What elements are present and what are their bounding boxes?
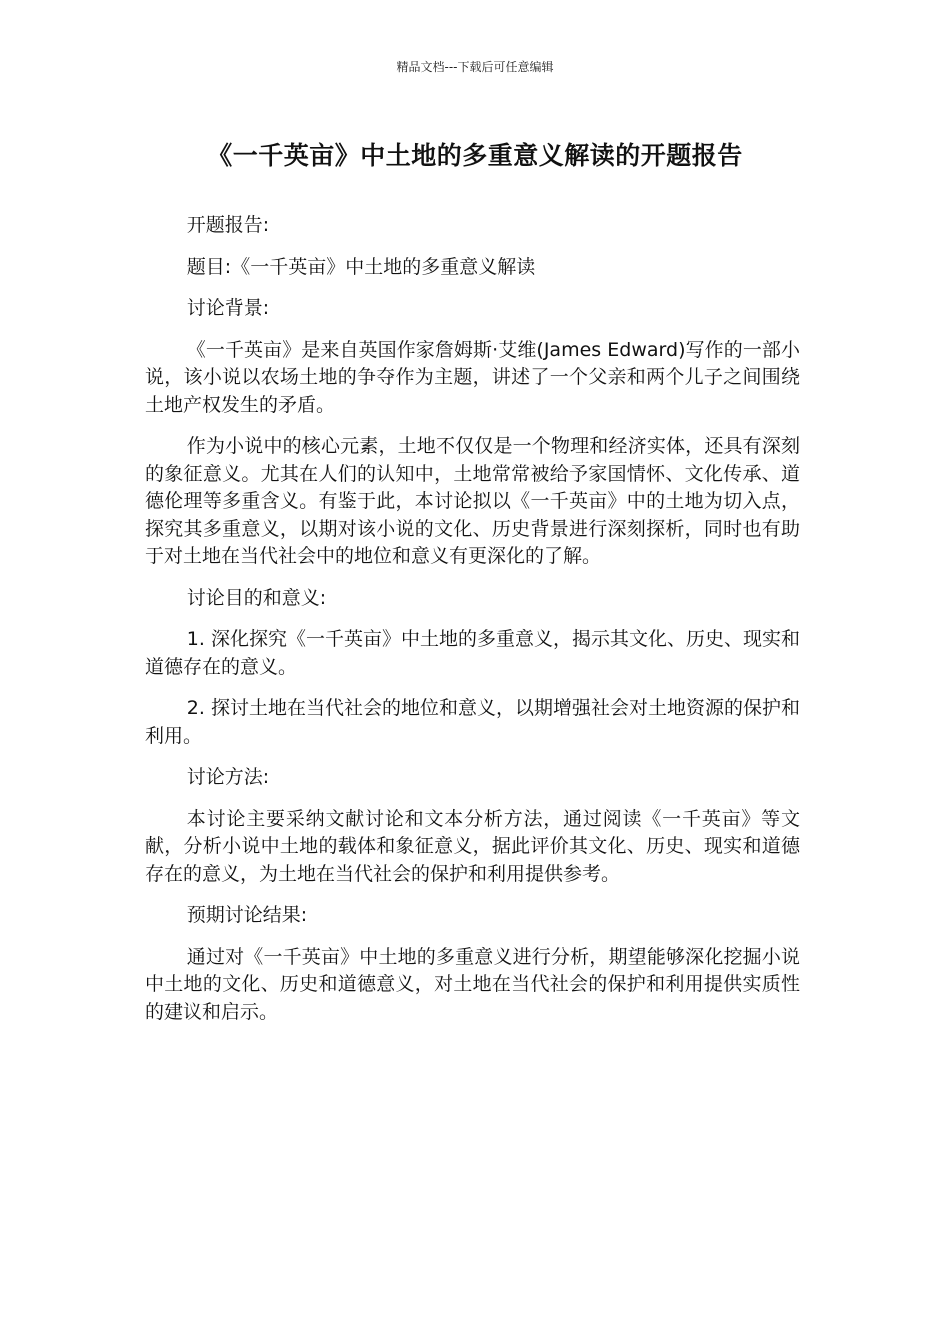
label-topic: 题目:《一千英亩》中土地的多重意义解读	[186, 255, 536, 278]
section-purpose-heading: 讨论目的和意义:	[186, 586, 327, 609]
results-paragraph: 通过对《一千英亩》中土地的多重意义进行分析，期望能够深化挖掘小说中土地的文化、历史和道德意义，对土地在当代社会的保护和利用提供实质性的建议和启示。	[145, 945, 800, 1023]
purpose-item-1: 1. 深化探究《一千英亩》中土地的多重意义，揭示其文化、历史、现实和道德存在的意义。	[145, 628, 800, 678]
label-report: 开题报告:	[186, 214, 270, 236]
document-body	[145, 212, 800, 1040]
header-note: 精品文档---下载后可任意编辑	[396, 60, 554, 74]
section-results-heading: 预期讨论结果:	[186, 904, 308, 926]
method-paragraph: 本讨论主要采纳文献讨论和文本分析方法，通过阅读《一千英亩》等文献，分析小说中土地的载体和象征意义，据此评价其文化、历史、现实和道德存在的意义，为土地在当代社会的保护和利用提供参考。	[145, 807, 800, 885]
purpose-item-2: 2. 探讨土地在当代社会的地位和意义，以期增强社会对土地资源的保护和利用。	[145, 697, 800, 747]
background-paragraph-2: 作为小说中的核心元素，土地不仅仅是一个物理和经济实体，还具有深刻的象征意义。尤其在人们的认知中，土地常常被给予家国情怀、文化传承、道德伦理等多重含义。有鉴于此，本讨论拟以《一千英亩》中的土地为切入点，探究其多重意义，以期对该小说的文化、历史背景进行深刻探析，同时也有助于对土地在当代社会中的地位和意义有更深化的了解。	[145, 435, 800, 567]
background-paragraph-1: 《一千英亩》是来自英国作家詹姆斯·艾维(James Edward)写作的一部小说，该小说以农场土地的争夺作为主题，讲述了一个父亲和两个儿子之间围绕土地产权发生的矛盾。	[145, 338, 800, 416]
document-title: 《一千英亩》中土地的多重意义解读的开题报告	[207, 141, 743, 170]
section-method-heading: 讨论方法:	[186, 766, 270, 788]
section-background-heading: 讨论背景:	[186, 297, 270, 319]
